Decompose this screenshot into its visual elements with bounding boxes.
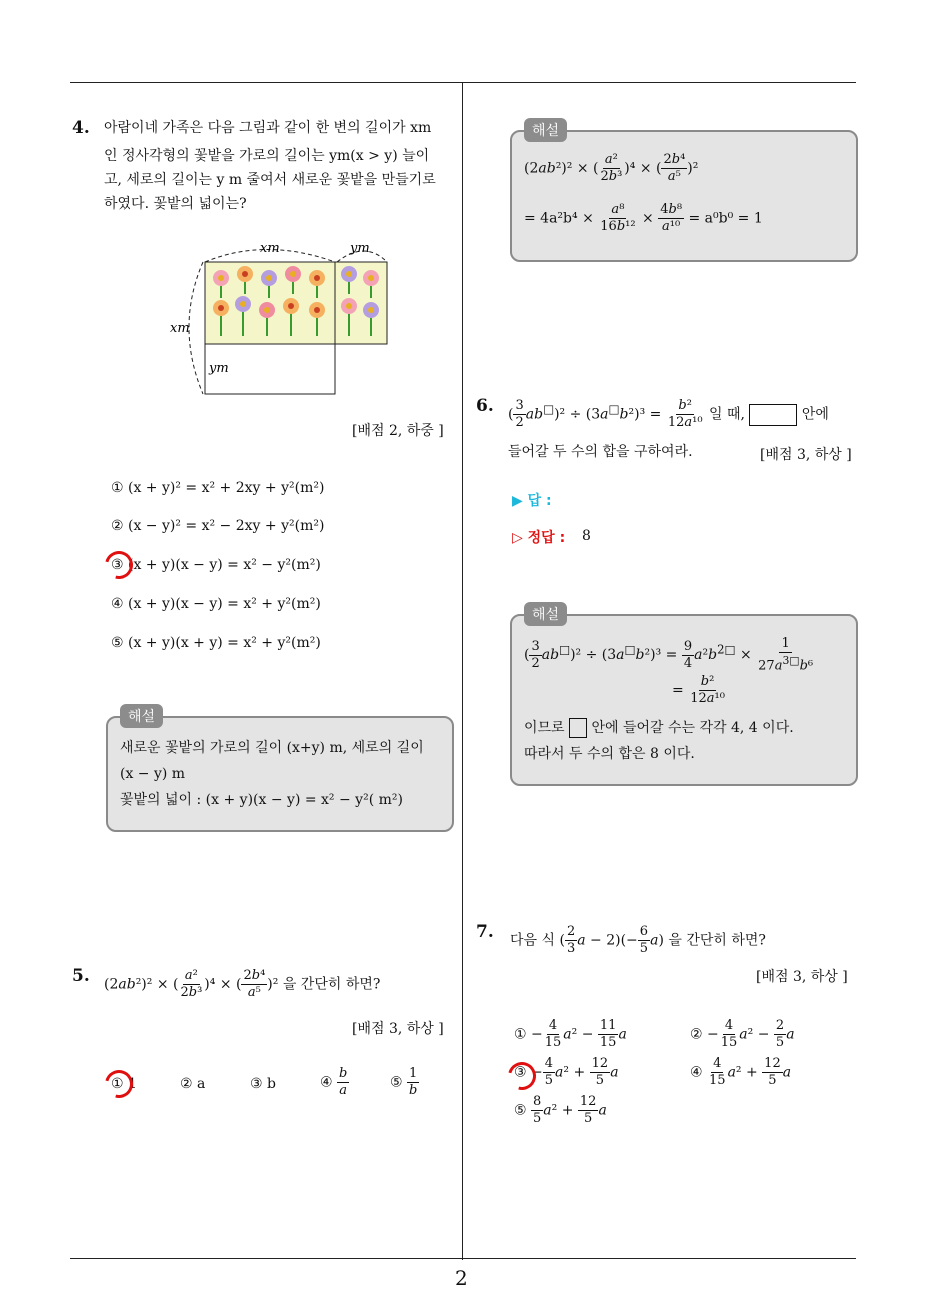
q6-sol-line-1: ( $\frac{3}{2}$ ab□)² ÷ (3a□b²)³ = $\frac{9}{4}$ $a^2b^{2□}$ × $\frac{1}{27a^{3□}b^6}$ [524, 636, 814, 674]
q6-text-end: 안에 [801, 406, 829, 423]
q6-answer-label: ▶ 답 : [512, 493, 552, 509]
q7-choice-4-mark: ④ [690, 1064, 703, 1081]
q4-line-2: 인 정사각형의 꽃밭을 가로의 길이는 ym(x > y) 늘이 [104, 148, 430, 164]
q5-suffix: 을 간단히 하면? [282, 976, 381, 993]
q6-line-2: 들어갈 두 수의 합을 구하여라. [508, 444, 693, 460]
q6-sol-line-4: 따라서 두 수의 합은 8 이다. [524, 746, 695, 762]
page-number: 2 [455, 1266, 468, 1290]
q5-number: 5. [72, 966, 90, 986]
q4-choice-2[interactable]: ② (x − y)² = x² − 2xy + y²(m²) [111, 518, 325, 534]
q7-suffix: 을 간단히 하면? [668, 932, 766, 949]
q5-sol-line-1: (2ab²)² × ( $\frac{\text{a²}}{\text{2b³}}$ )⁴ × ( $\frac{\text{2b⁴}}{\text{a⁵}}$ )² [524, 152, 699, 184]
q7-choice-1-mark: ① [514, 1026, 527, 1043]
q5-choice-4-mark: ④ [320, 1074, 333, 1091]
q5-answer-mark [100, 1065, 138, 1103]
q5-ref: [배점 3, 하상 ] [352, 1021, 444, 1037]
q4-ref: [배점 2, 하중 ] [352, 423, 444, 439]
q7-choice-5[interactable]: ⑤ $\frac{8}{5}$ a² + $\frac{12}{5}$ a [514, 1094, 607, 1126]
q7-choice-5-mark: ⑤ [514, 1102, 527, 1119]
q6-correct-value: 8 [582, 528, 591, 544]
q4-sol-line-3: 꽃밭의 넓이 : (x + y)(x − y) = x² − y²( m²) [120, 792, 403, 808]
fig-label-top-y: ym [350, 241, 370, 256]
top-rule [70, 82, 856, 83]
column-divider [462, 82, 463, 1260]
fig-label-left-x: xm [170, 321, 190, 336]
q5-choice-4[interactable]: ④ $\frac{b}{a}$ [320, 1066, 348, 1098]
q6-blank-box [749, 404, 797, 426]
q6-number: 6. [476, 396, 494, 416]
q4-solution-tag: 해설 [120, 704, 163, 728]
q4-choice-4[interactable]: ④ (x + y)(x − y) = x² + y²(m²) [111, 596, 321, 612]
q5-solution-box [510, 130, 858, 262]
q4-sol-line-1: 새로운 꽃밭의 가로의 길이 (x+y) m, 세로의 길이 [120, 740, 424, 756]
q6-sol-square [569, 718, 587, 738]
q6-sol-line-3 [524, 714, 794, 742]
q5-solution-tag: 해설 [524, 118, 567, 142]
q4-number: 4. [72, 118, 90, 138]
fig-label-bottom-y: ym [209, 361, 229, 376]
q4-line-3: 고, 세로의 길이는 y m 줄여서 새로운 꽃밭을 만들기로 [104, 172, 436, 188]
q4-flowerbed-figure [165, 232, 405, 407]
q6-correct-label: ▷ 정답 : [512, 530, 566, 546]
q5-sol-line-2: = 4a²b⁴ × $\frac{\text{a⁸}}{\text{16b¹²}}$ × $\frac{\text{4b⁸}}{\text{a¹⁰}}$ = a⁰b⁰ = 1 [524, 202, 763, 234]
q5-choice-1[interactable]: ① 1 [111, 1076, 137, 1092]
q7-prefix: 다음 식 [510, 932, 556, 949]
fig-label-top-x: xm [260, 241, 280, 256]
q4-line-1: 아람이네 가족은 다음 그림과 같이 한 변의 길이가 xm [104, 120, 432, 136]
q7-choice-3-mark: ③ [514, 1064, 527, 1081]
q4-answer-mark [100, 546, 138, 584]
q7-choice-3[interactable]: ③ − $\frac{4}{5}$ a² + $\frac{12}{5}$ a [514, 1056, 619, 1088]
q5-sol-line-2-start: = 4a²b⁴ × [524, 210, 594, 227]
q7-choice-2[interactable]: ② − $\frac{4}{15}$ a² − $\frac{2}{5}$ a [690, 1018, 795, 1050]
q6-expression: ( $\frac{3}{2}$ ab□)² ÷ (3a□b²)³ = $\frac{\text{b²}}{\text{12a¹⁰}}$ 일 때, 안에 [508, 398, 829, 430]
q7-choice-2-mark: ② [690, 1026, 703, 1043]
q7-choice-1[interactable]: ① − $\frac{4}{15}$ a² − $\frac{11}{15}$ a [514, 1018, 627, 1050]
q6-sol-line-2: = $\frac{\text{b²}}{\text{12a¹⁰}}$ [672, 674, 725, 706]
q5-expression: (2ab²)² × ( $\frac{\text{a²}}{\text{2b³}}$ )⁴ × ( $\frac{\text{2b⁴}}{\text{a⁵}}$ )² 을 간단히 하면? [104, 968, 381, 1000]
q5-choice-3[interactable]: ③ b [250, 1076, 276, 1092]
q6-sol-line-3a: 이므로 [524, 720, 565, 736]
q6-ref: [배점 3, 하상 ] [760, 447, 852, 463]
q5-choice-5-mark: ⑤ [390, 1074, 403, 1091]
q7-expression: 다음 식 ( $\frac{2}{3}$ a − 2)(− $\frac{6}{5}$ a) 을 간단히 하면? [510, 924, 766, 956]
q7-choice-4[interactable]: ④ $\frac{4}{15}$ a² + $\frac{12}{5}$ a [690, 1056, 792, 1088]
q7-ref: [배점 3, 하상 ] [756, 969, 848, 985]
q5-choice-2[interactable]: ② a [180, 1076, 206, 1092]
q6-text-mid: 일 때, [709, 406, 745, 423]
q6-solution-tag: 해설 [524, 602, 567, 626]
q4-line-4: 하였다. 꽃밭의 넓이는? [104, 196, 247, 212]
q5-sol-line-2-end: = a⁰b⁰ = 1 [688, 210, 763, 227]
q7-number: 7. [476, 922, 494, 942]
q4-choice-1[interactable]: ① (x + y)² = x² + 2xy + y²(m²) [111, 480, 325, 496]
q6-sol-line-3b: 안에 들어갈 수는 각각 4, 4 이다. [591, 720, 794, 736]
bottom-rule [70, 1258, 856, 1259]
q5-choice-5[interactable]: ⑤ $\frac{1}{b}$ [390, 1066, 418, 1098]
q4-sol-line-2: (x − y) m [120, 766, 186, 782]
q4-choice-5[interactable]: ⑤ (x + y)(x + y) = x² + y²(m²) [111, 635, 321, 651]
q4-choice-3[interactable]: ③ (x + y)(x − y) = x² − y²(m²) [111, 557, 321, 573]
